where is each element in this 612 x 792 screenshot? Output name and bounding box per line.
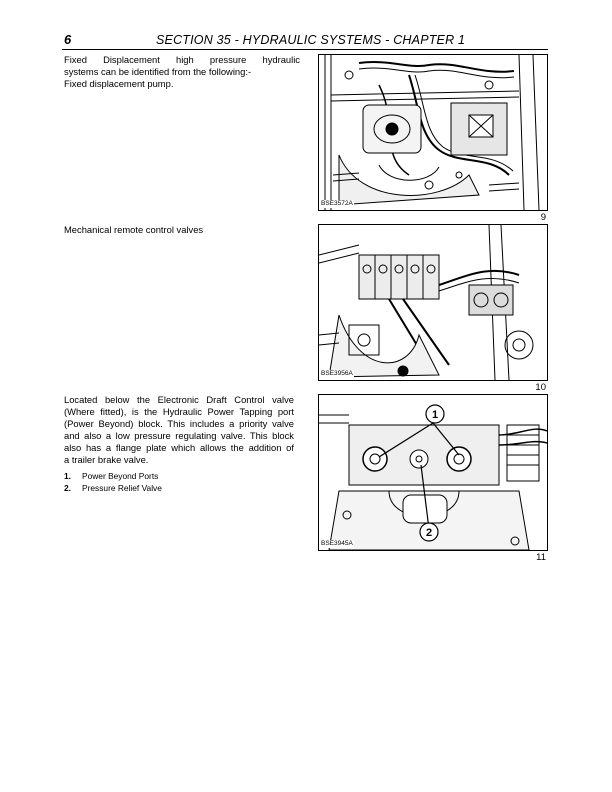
section-title: SECTION 35 - HYDRAULIC SYSTEMS - CHAPTER 1 xyxy=(156,33,466,47)
pb-line-4: and also a low pressure regulating valve. This block xyxy=(64,430,294,441)
legend-num: 2. xyxy=(64,483,71,493)
remote-valves-text: Mechanical remote control valves xyxy=(64,224,204,235)
figure-9-fixed-displacement-pump xyxy=(318,54,548,211)
callout-2-label: 2 xyxy=(425,527,433,539)
figure-11-code: BSE3945A xyxy=(321,540,353,547)
fixed-pump-text: Fixed displacement pump. xyxy=(64,78,174,89)
power-beyond-illustration xyxy=(319,395,547,550)
remote-valves-illustration xyxy=(319,225,547,380)
legend-item-2 xyxy=(64,482,304,494)
pb-line-6: a trailer brake valve. xyxy=(64,454,149,465)
figure-10-number: 10 xyxy=(535,382,546,393)
figure-11-power-beyond-block xyxy=(318,394,548,551)
intro-line-1: Fixed Displacement high pressure hydraulic xyxy=(64,54,300,65)
legend-label: Pressure Relief Valve xyxy=(82,483,162,493)
callout-legend xyxy=(64,470,304,494)
figure-10-code: BSE3956A xyxy=(321,370,353,377)
legend-item-1 xyxy=(64,470,304,482)
figure-9-number: 9 xyxy=(540,212,546,223)
pump-illustration xyxy=(319,55,547,210)
intro-line-2: systems can be identified from the following:- xyxy=(64,66,252,77)
figure-11-number: 11 xyxy=(536,552,546,563)
pb-line-2: (Where fitted), is the Hydraulic Power Tapping port xyxy=(64,406,294,417)
legend-num: 1. xyxy=(64,471,71,481)
figure-9-code: BSE3572A xyxy=(321,200,353,207)
pb-line-1: Located below the Electronic Draft Control valve xyxy=(64,394,294,405)
page-number: 6 xyxy=(64,32,72,47)
figure-10-remote-control-valves xyxy=(318,224,548,381)
callout-1-label: 1 xyxy=(431,409,439,421)
legend-label: Power Beyond Ports xyxy=(82,471,159,481)
intro-paragraph xyxy=(64,54,300,78)
pb-line-5: also has a flange plate which allows the addition of xyxy=(64,442,294,453)
pb-line-3: (Power Beyond) block. This includes a priority valve xyxy=(64,418,294,429)
header-rule xyxy=(62,49,548,50)
power-beyond-paragraph xyxy=(64,394,294,466)
